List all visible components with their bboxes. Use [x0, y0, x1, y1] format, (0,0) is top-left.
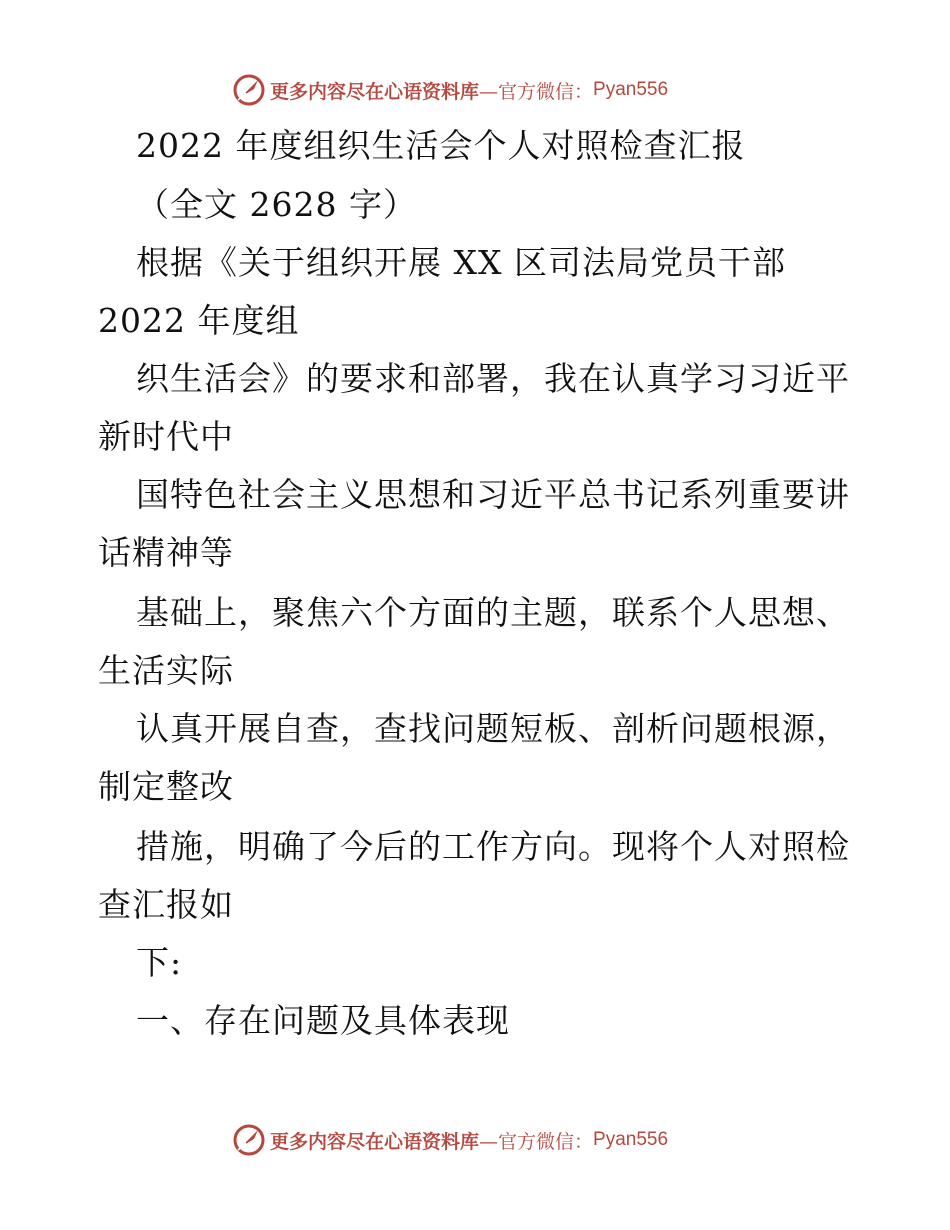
quill-logo-icon: [232, 73, 266, 107]
watermark-wechat-id: Pyan556: [593, 79, 669, 100]
body-line: 措施，明确了今后的工作方向。现将个人对照检: [136, 827, 850, 866]
body-line: 基础上，聚焦六个方面的主题，联系个人思想、: [136, 593, 850, 632]
body-line: 查汇报如: [98, 885, 234, 924]
watermark-separator-text: —官方微信：: [479, 1130, 594, 1153]
body-line: 话精神等: [98, 533, 234, 572]
body-line: 生活实际: [98, 651, 234, 690]
header-watermark: [232, 70, 668, 110]
watermark-main-text: 更多内容尽在心语资料库: [270, 1130, 480, 1153]
watermark-separator-text: —官方微信：: [479, 80, 594, 103]
body-line: 认真开展自查，查找问题短板、剖析问题根源，: [136, 709, 850, 748]
watermark-wechat-id: Pyan556: [593, 1129, 669, 1150]
body-line: 国特色社会主义思想和习近平总书记系列重要讲: [136, 475, 850, 514]
body-line: 根据《关于组织开展 XX 区司法局党员干部: [136, 243, 786, 282]
watermark-main-text: 更多内容尽在心语资料库: [270, 80, 480, 103]
body-line: 制定整改: [98, 767, 234, 806]
footer-watermark: [232, 1120, 668, 1160]
section-heading: 一、存在问题及具体表现: [136, 1001, 510, 1040]
document-subtitle: （全文 2628 字）: [136, 185, 417, 224]
body-line: 下:: [136, 943, 183, 982]
document-title: 2022 年度组织生活会个人对照检查汇报: [136, 126, 746, 165]
body-line: 新时代中: [98, 417, 234, 456]
quill-logo-icon: [232, 1123, 266, 1157]
body-line: 织生活会》的要求和部署，我在认真学习习近平: [136, 359, 850, 398]
body-line: 2022 年度组: [98, 301, 300, 340]
